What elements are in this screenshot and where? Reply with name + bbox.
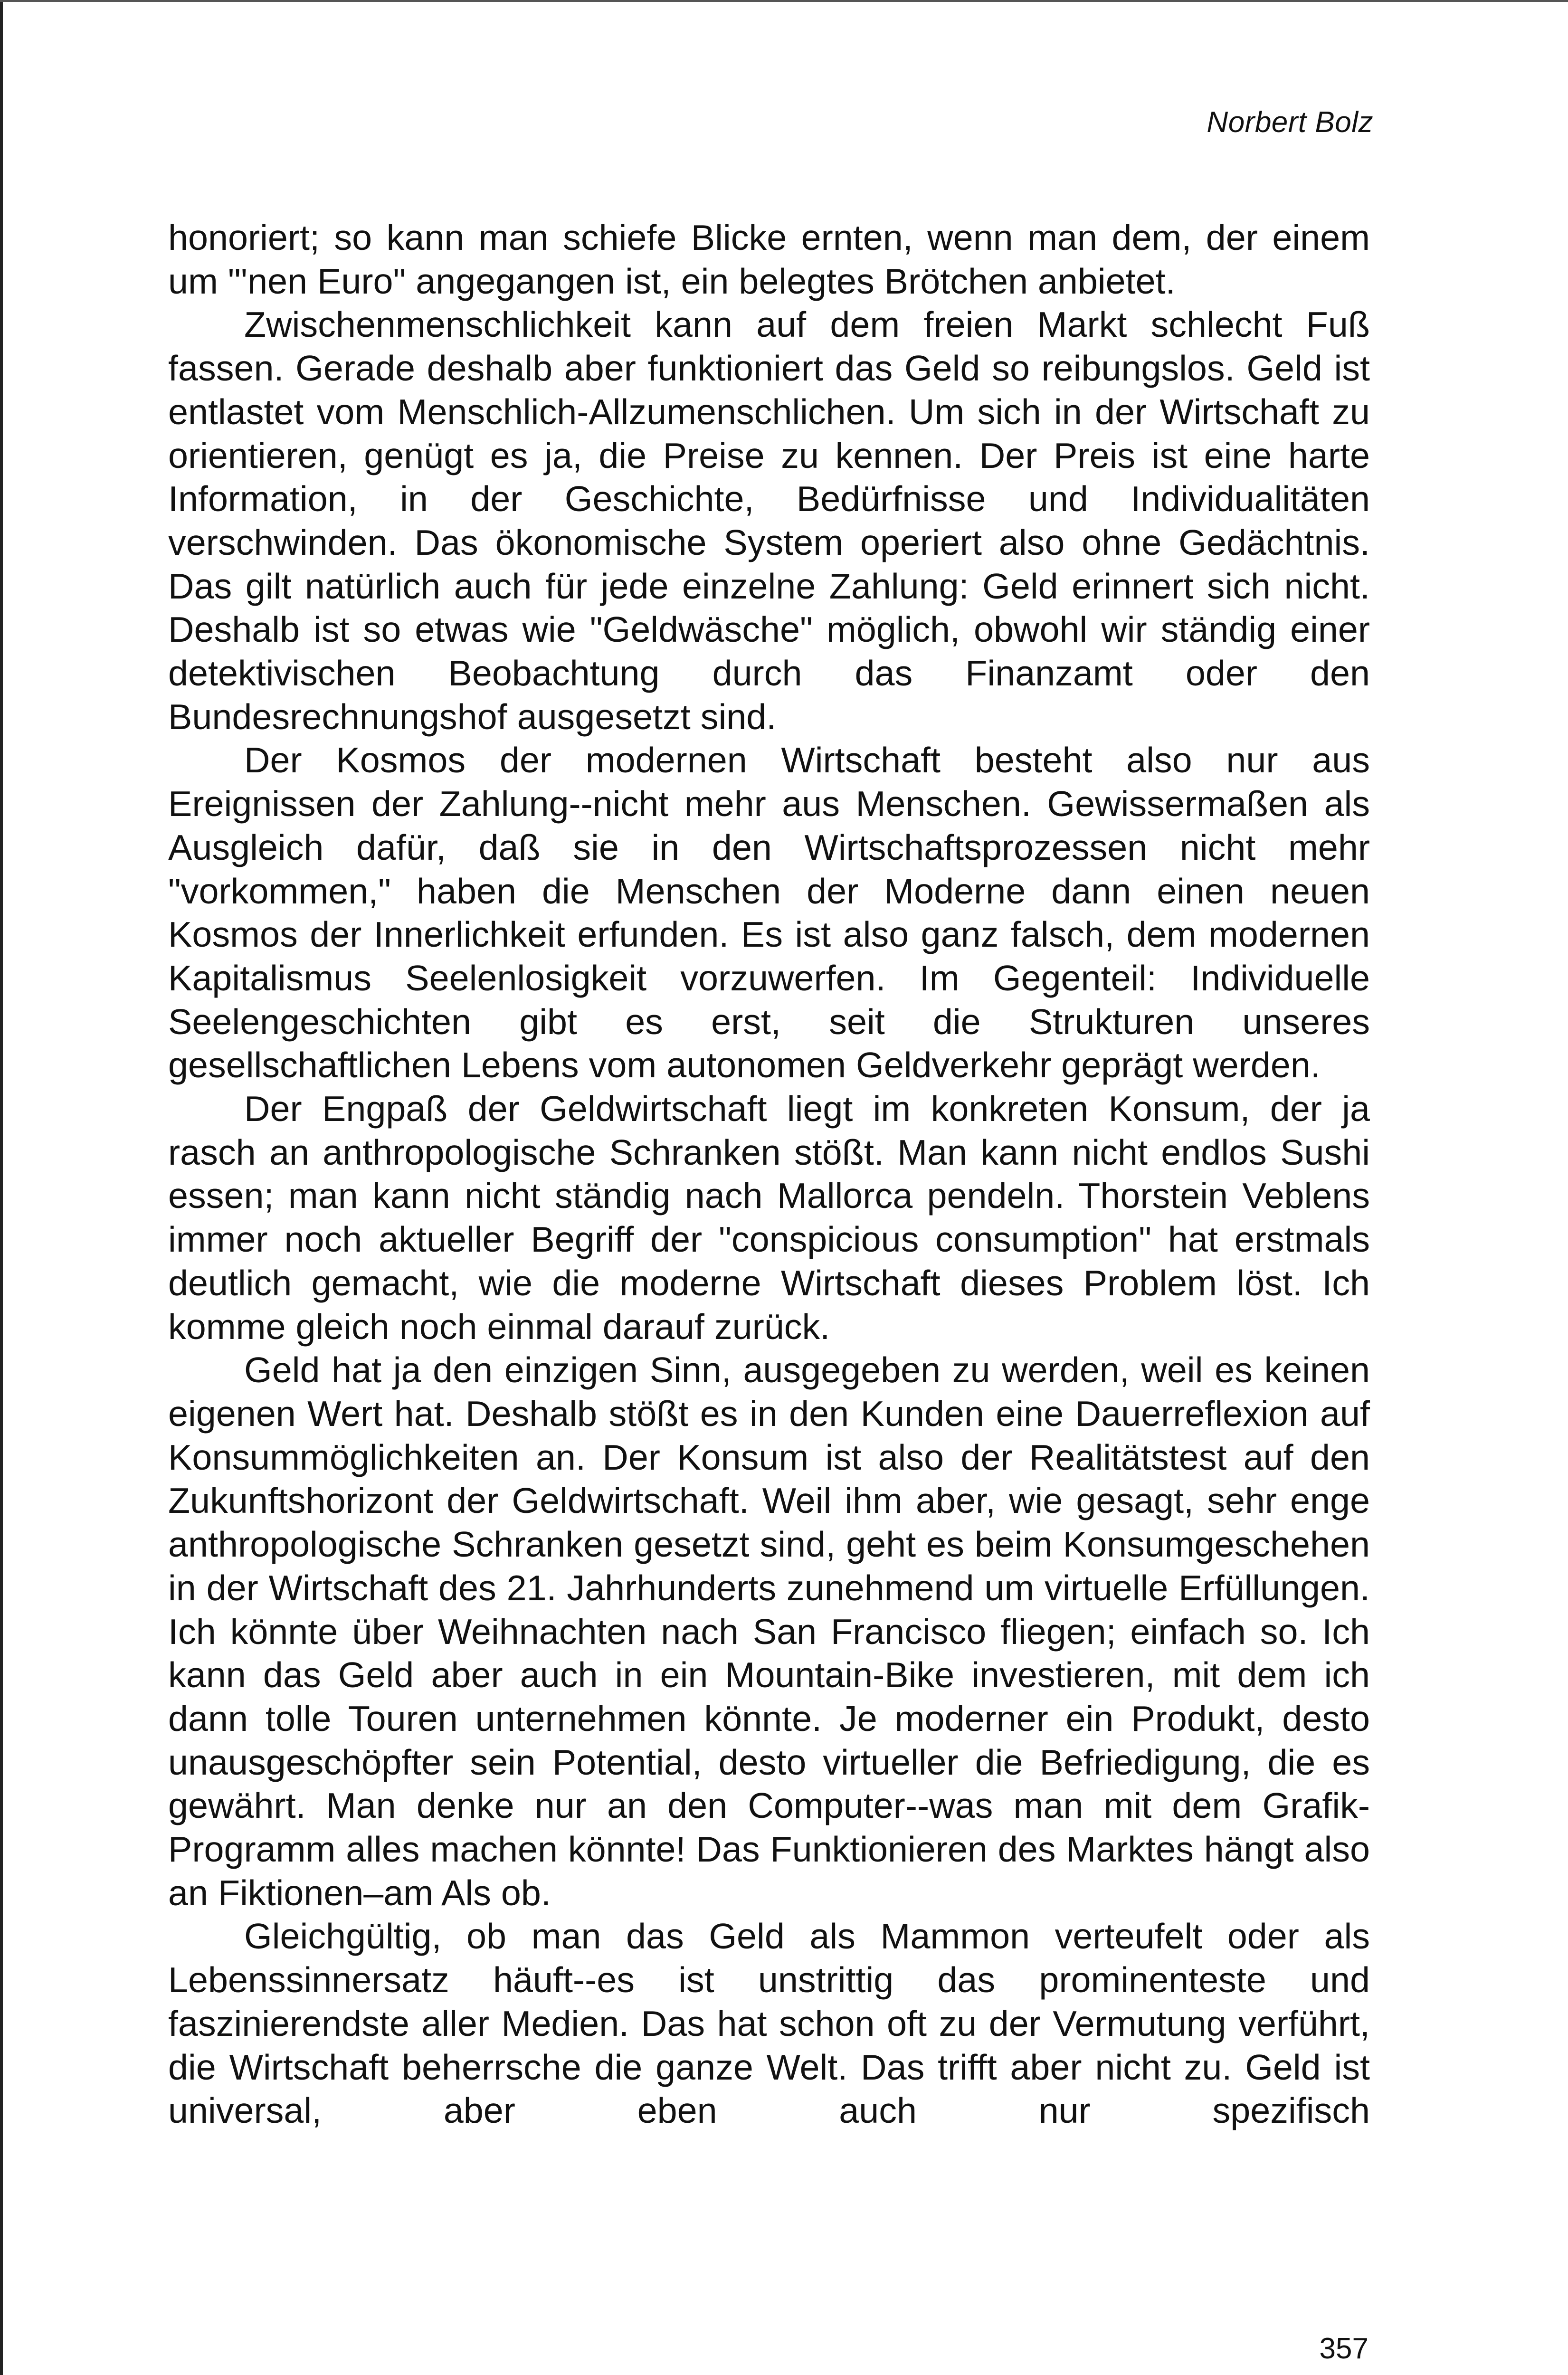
paragraph-3: Der Kosmos der modernen Wirtschaft besteht also nur aus Ereignissen der Zahlung--nicht mehr aus Menschen. Gewissermaßen als Ausgleich dafür, daß sie in den Wirtschaftsprozessen nicht mehr "vorkommen," haben die Menschen der Moderne dann einen neuen Kosmos der Innerlichkeit erfunden. Es ist also ganz falsch, dem modernen Kapitalismus Seelenlosigkeit vorzuwerfen. Im Gegenteil: Individuelle Seelengeschichten gibt es erst, seit die Strukturen unseres gesellschaftlichen Lebens vom autonomen Geldverkehr geprägt werden. — [168, 740, 1370, 1085]
paragraph-6: Gleichgültig, ob man das Geld als Mammon verteufelt oder als Lebenssinnersatz häuft--es ist unstrittig das prominenteste und faszinierendste aller Medien. Das hat schon oft zu der Vermutung verführt, die Wirtschaft beherrsche die ganze Welt. Das trifft aber nicht zu. Geld ist universal, aber eben auch nur spezifisch — [168, 1916, 1370, 2131]
scan-edge-left — [0, 0, 3, 2375]
paragraph-2: Zwischenmenschlichkeit kann auf dem freien Markt schlecht Fuß fassen. Gerade deshalb aber funktioniert das Geld so reibungslos. Geld ist entlastet vom Menschlich-Allzumenschlichen. Um sich in der Wirtschaft zu orientieren, genügt es ja, die Preise zu kennen. Der Preis ist eine harte Information, in der Geschichte, Bedürfnisse und Individualitäten verschwinden. Das ökonomische System operiert also ohne Gedächtnis. Das gilt natürlich auch für jede einzelne Zahlung: Geld erinnert sich nicht. Deshalb ist so etwas wie "Geldwäsche" möglich, obwohl wir ständig einer detektivischen Beobachtung durch das Finanzamt oder den Bundesrechnungshof ausgesetzt sind. — [168, 304, 1370, 737]
scan-edge-top — [0, 0, 1568, 2]
running-head: Norbert Bolz — [1207, 106, 1373, 139]
page-number: 357 — [1319, 2332, 1368, 2365]
paragraph-5: Geld hat ja den einzigen Sinn, ausgegeben zu werden, weil es keinen eigenen Wert hat. Deshalb stößt es in den Kunden eine Dauerreflexion auf Konsummöglichkeiten an. Der Konsum ist also der Realitätstest auf den Zukunftshorizont der Geldwirtschaft. Weil ihm aber, wie gesagt, sehr enge anthropologische Schranken gesetzt sind, geht es beim Konsumgeschehen in der Wirtschaft des 21. Jahrhunderts zunehmend um virtuelle Erfüllungen. Ich könnte über Weihnachten nach San Francisco fliegen; einfach so. Ich kann das Geld aber auch in ein Mountain-Bike investieren, mit dem ich dann tolle Touren unternehmen könnte. Je moderner ein Produkt, desto unausgeschöpfter sein Potential, desto virtueller die Befriedigung, die es gewährt. Man denke nur an den Computer--was man mit dem Grafik-Programm alles machen könnte! Das Funktionieren des Marktes hängt also an Fiktionen–am Als ob. — [168, 1350, 1370, 1913]
body-text — [168, 216, 1370, 2133]
paragraph-4: Der Engpaß der Geldwirtschaft liegt im konkreten Konsum, der ja rasch an anthropologische Schranken stößt. Man kann nicht endlos Sushi essen; man kann nicht ständig nach Mallorca pendeln. Thorstein Veblens immer noch aktueller Begriff der "conspicious consumption" hat erstmals deutlich gemacht, wie die moderne Wirtschaft dieses Problem löst. Ich komme gleich noch einmal darauf zurück. — [168, 1089, 1370, 1347]
paragraph-1: honoriert; so kann man schiefe Blicke ernten, wenn man dem, der einem um "'nen Euro" angegangen ist, ein belegtes Brötchen anbietet. — [168, 218, 1370, 301]
